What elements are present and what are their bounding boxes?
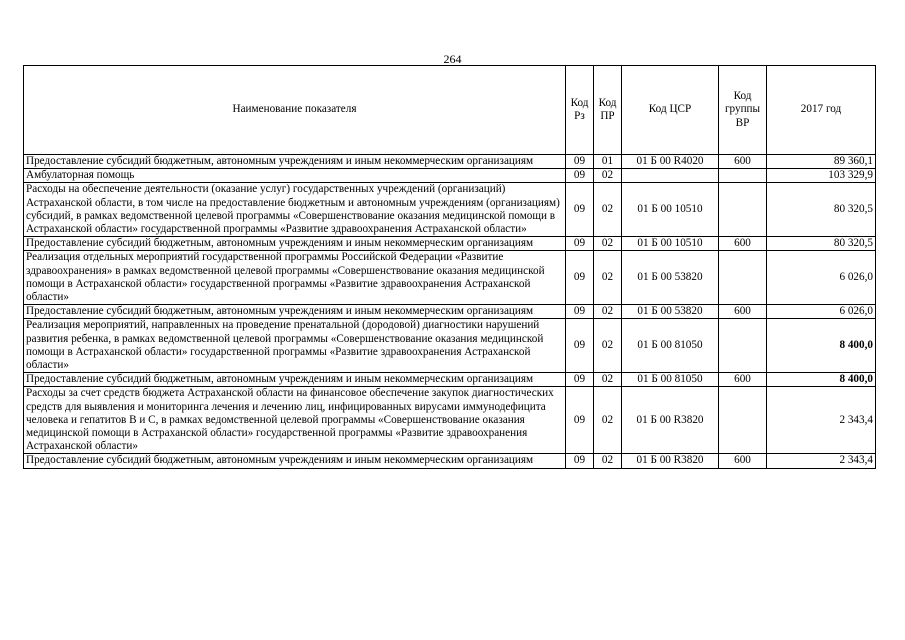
table-row [24,251,876,305]
table-row [24,454,876,468]
row-name: Амбулаторная помощь [24,169,566,183]
row-pr: 02 [594,319,622,373]
row-amount: 80 320,5 [767,237,876,251]
row-rz: 09 [566,169,594,183]
row-rz: 09 [566,319,594,373]
row-csr: 01 Б 00 10510 [622,183,719,237]
row-csr [622,169,719,183]
header-vr: Код группы ВР [719,66,767,155]
row-vr [719,251,767,305]
row-vr [719,183,767,237]
row-pr: 02 [594,387,622,454]
header-year: 2017 год [767,66,876,155]
table-row [24,305,876,319]
header-rz: Код Рз [566,66,594,155]
row-csr: 01 Б 00 10510 [622,237,719,251]
row-pr: 02 [594,305,622,319]
row-rz: 09 [566,387,594,454]
row-csr: 01 Б 00 53820 [622,305,719,319]
row-pr: 02 [594,169,622,183]
row-pr: 02 [594,454,622,468]
row-rz: 09 [566,454,594,468]
row-vr [719,169,767,183]
row-name: Предоставление субсидий бюджетным, автономным учреждениям и иным некоммерческим организациям [24,305,566,319]
row-csr: 01 Б 00 R3820 [622,454,719,468]
row-vr: 600 [719,237,767,251]
row-pr: 02 [594,237,622,251]
row-csr: 01 Б 00 R3820 [622,387,719,454]
table-row [24,237,876,251]
row-vr: 600 [719,155,767,169]
row-rz: 09 [566,155,594,169]
table-row [24,387,876,454]
table-row [24,155,876,169]
table-row [24,183,876,237]
table-row [24,319,876,373]
header-pr: Код ПР [594,66,622,155]
row-vr: 600 [719,305,767,319]
row-amount: 103 329,9 [767,169,876,183]
table-row [24,169,876,183]
row-rz: 09 [566,373,594,387]
row-pr: 02 [594,251,622,305]
row-pr: 02 [594,183,622,237]
row-rz: 09 [566,251,594,305]
row-vr: 600 [719,373,767,387]
row-name: Предоставление субсидий бюджетным, автономным учреждениям и иным некоммерческим организациям [24,155,566,169]
row-csr: 01 Б 00 81050 [622,319,719,373]
row-name: Расходы за счет средств бюджета Астраханской области на финансовое обеспечение закупок диагностических средств для выявления и мониторинга лечения и лечению лиц, инфицированных вирусами иммунодефицита человека и гепатитов В и С, в рамках ведомственной целевой программы «Совершенствование оказания медицинской помощи в Астраханской области» государственной программы «Развитие здравоохранения Астраханской области» [24,387,566,454]
row-amount: 6 026,0 [767,305,876,319]
row-name: Предоставление субсидий бюджетным, автономным учреждениям и иным некоммерческим организациям [24,237,566,251]
row-name: Реализация отдельных мероприятий государственной программы Российской Федерации «Развитие здравоохранения» в рамках ведомственной целевой программы «Совершенствование оказания медицинской помощи в Астраханской области» государственной программы «Развитие здравоохранения Астраханской области» [24,251,566,305]
row-vr: 600 [719,454,767,468]
row-name: Реализация мероприятий, направленных на проведение пренатальной (дородовой) диагностики нарушений развития ребенка, в рамках ведомственной целевой программы «Совершенствование оказания медицинской помощи в Астраханской области» государственной программы «Развитие здравоохранения Астраханской области» [24,319,566,373]
budget-table [23,65,876,469]
row-name: Предоставление субсидий бюджетным, автономным учреждениям и иным некоммерческим организациям [24,454,566,468]
header-row [24,66,876,155]
header-name: Наименование показателя [24,66,566,155]
row-rz: 09 [566,305,594,319]
row-vr [719,319,767,373]
row-amount: 2 343,4 [767,387,876,454]
row-name: Расходы на обеспечение деятельности (оказание услуг) государственных учреждений (организаций) Астраханской области, в том числе на предоставление бюджетным и автономным учреждениям (организациям) субсидий, в рамках ведомственной целевой программы «Совершенствование оказания медицинской помощи в Астраханской области» государственной программы «Развитие здравоохранения Астраханской области» [24,183,566,237]
header-csr: Код ЦСР [622,66,719,155]
row-vr [719,387,767,454]
row-pr: 01 [594,155,622,169]
row-name: Предоставление субсидий бюджетным, автономным учреждениям и иным некоммерческим организациям [24,373,566,387]
row-csr: 01 Б 00 81050 [622,373,719,387]
row-amount: 89 360,1 [767,155,876,169]
row-amount: 8 400,0 [767,319,876,373]
row-csr: 01 Б 00 53820 [622,251,719,305]
row-pr: 02 [594,373,622,387]
table-row [24,373,876,387]
row-amount: 6 026,0 [767,251,876,305]
row-amount: 80 320,5 [767,183,876,237]
row-amount: 2 343,4 [767,454,876,468]
row-amount: 8 400,0 [767,373,876,387]
row-rz: 09 [566,237,594,251]
page-number: 264 [443,52,462,66]
row-csr: 01 Б 00 R4020 [622,155,719,169]
row-rz: 09 [566,183,594,237]
